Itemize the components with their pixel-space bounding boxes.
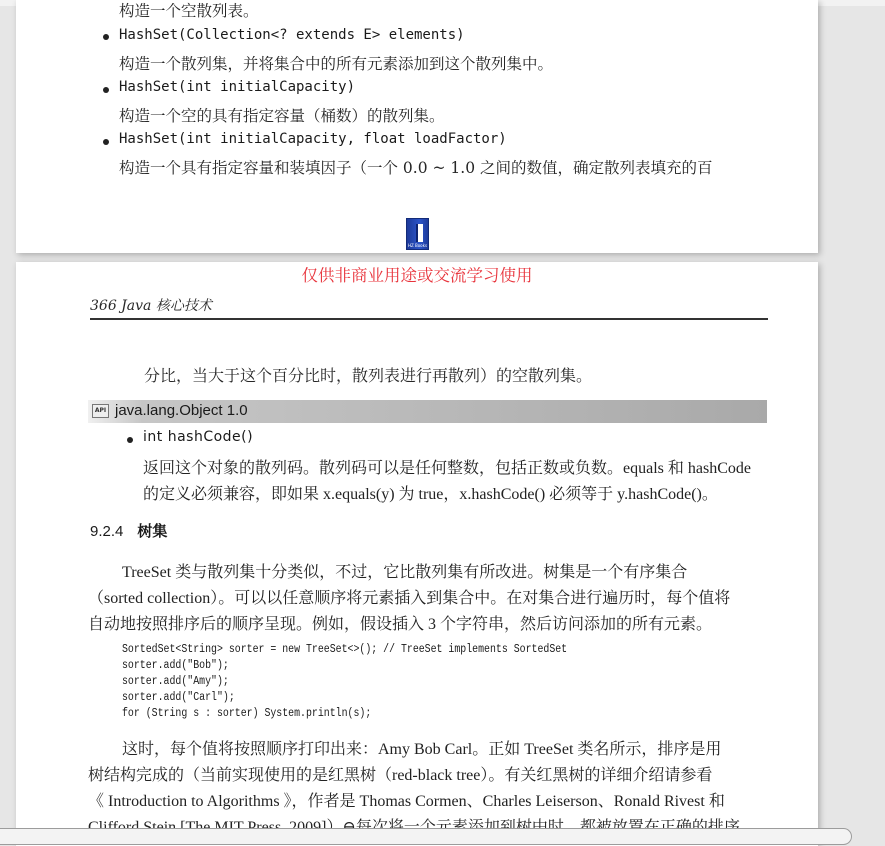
empty-hashtable-description: 构造一个空散列表。 <box>119 2 259 20</box>
api-header-bar <box>88 400 767 423</box>
bullet-icon <box>127 437 133 443</box>
running-header: 366 Java 核心技术 <box>90 298 212 314</box>
paragraph-line: 《 Introduction to Algorithms 》，作者是 Thomas Cormen、Charles Leiserson、Ronald Rivest 和 <box>88 793 725 810</box>
publisher-logo-icon <box>406 218 429 250</box>
api-class-title: java.lang.Object 1.0 <box>115 402 248 419</box>
paragraph-line: 树结构完成的（当前实现使用的是红黑树（red-black tree）。有关红黑树的详细介绍请参看 <box>88 767 713 784</box>
section-heading <box>90 520 167 541</box>
api-description-line: 的定义必须兼容，即如果 x.equals(y) 为 true，x.hashCode() 必须等于 y.hashCode()。 <box>143 486 718 503</box>
bullet-icon <box>103 139 109 145</box>
publisher-logo-label: HZ Books <box>407 243 428 248</box>
code-line: sorter.add("Amy"); <box>122 675 229 688</box>
code-line: for (String s : sorter) System.println(s); <box>122 707 372 720</box>
paragraph-line: 自动地按照排序后的顺序呈现。例如，假设插入 3 个字符串，然后访问添加的所有元素。 <box>88 616 713 633</box>
section-title: 树集 <box>137 523 168 540</box>
continuation-text: 分比，当大于这个百分比时，散列表进行再散列）的空散列集。 <box>144 366 593 385</box>
bullet-icon <box>103 87 109 93</box>
api-signature: HashSet(Collection<? extends E> elements) <box>119 27 465 43</box>
header-rule <box>90 318 768 320</box>
door-logo-icon <box>416 224 423 242</box>
api-signature: int hashCode() <box>143 429 254 445</box>
watermark-text: 仅供非商业用途或交流学习使用 <box>301 266 533 285</box>
api-description-line: 返回这个对象的散列码。散列码可以是任何整数，包括正数或负数。equals 和 hashCode <box>143 460 751 477</box>
document-page-previous <box>16 0 818 253</box>
document-page-366 <box>16 262 818 846</box>
code-line: sorter.add("Bob"); <box>122 659 229 672</box>
code-line: SortedSet<String> sorter = new TreeSet<>(); // TreeSet implements SortedSet <box>122 643 568 656</box>
api-description: 构造一个具有指定容量和装填因子（一个 0.0 ~ 1.0 之间的数值，确定散列表填充的百 <box>119 159 713 177</box>
api-signature: HashSet(int initialCapacity, float loadFactor) <box>119 131 507 147</box>
api-badge-icon: API <box>92 404 109 418</box>
paragraph-line: TreeSet 类与散列集十分类似，不过，它比散列集有所改进。树集是一个有序集合 <box>122 564 688 581</box>
api-description: 构造一个空的具有指定容量（桶数）的散列集。 <box>119 107 445 125</box>
bullet-icon <box>103 34 109 40</box>
code-line: sorter.add("Carl"); <box>122 691 235 704</box>
paragraph-line: （sorted collection）。可以以任意顺序将元素插入到集合中。在对集合进行遍历时，每个值将 <box>88 590 731 607</box>
section-number: 9.2.4 <box>90 523 124 540</box>
horizontal-scrollbar[interactable] <box>0 828 852 845</box>
paragraph-line: 这时，每个值将按照顺序打印出来：Amy Bob Carl。正如 TreeSet 类名所示，排序是用 <box>122 741 722 758</box>
api-signature: HashSet(int initialCapacity) <box>119 79 356 95</box>
api-description: 构造一个散列集，并将集合中的所有元素添加到这个散列集中。 <box>119 55 554 73</box>
